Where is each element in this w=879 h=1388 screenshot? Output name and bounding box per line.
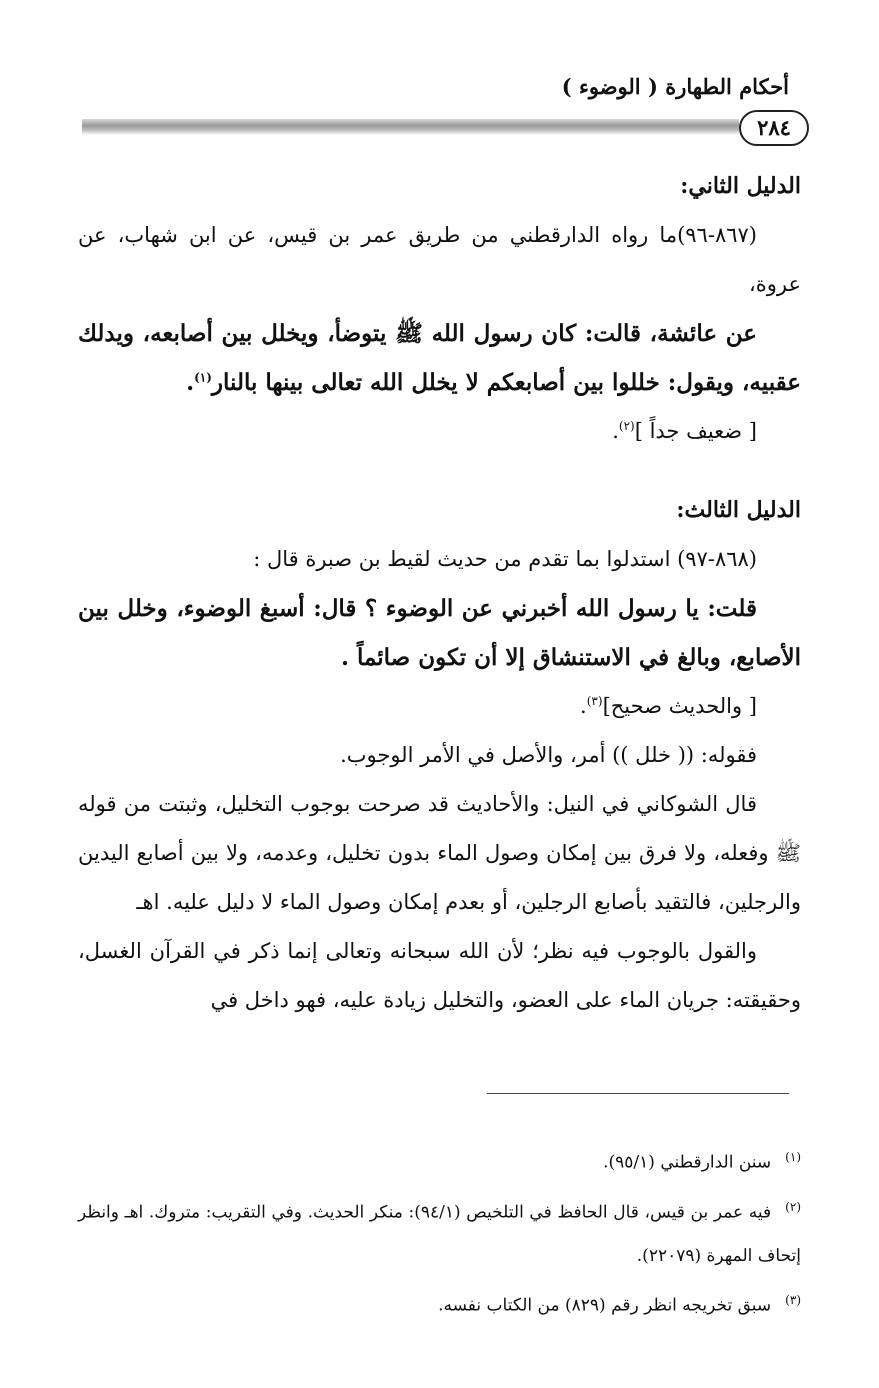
paragraph (78, 682, 801, 731)
trailing-punctuation: . (580, 694, 587, 718)
main-text (78, 162, 801, 1025)
trailing-punctuation: . (612, 419, 619, 443)
paragraph-text: [ ضعيف جداً ] (634, 419, 757, 443)
paragraph (78, 927, 801, 1025)
paragraph-text: (٨٦٧-٩٦)ما رواه الدارقطني من طريق عمر بن قيس، عن ابن شهاب، عن عروة، (78, 223, 801, 296)
footnote-number: (١) (785, 1150, 801, 1164)
header-rule (82, 119, 739, 135)
footnote-number: (٣) (785, 1293, 801, 1308)
paragraph-text: الدليل الثالث: (676, 497, 801, 523)
trailing-punctuation: . (186, 369, 195, 396)
footnote (78, 1185, 801, 1279)
section-heading (78, 486, 801, 535)
paragraph-text: قال الشوكاني في النيل: والأحاديث قد صرحت بوجوب التخليل، وثبتت من قوله ﷺ وفعله، ولا فرق بين إمكان وصول الماء بدون تخليل، وعدمه، ولا بين أصابع اليدين والرجلين، فالتقيد بأصابع الرجلين، أو بعدم إمكان وصول الماء لا دليل عليه. اهـ (78, 792, 801, 914)
paragraph (78, 780, 801, 927)
page-number: ٢٨٤ (739, 110, 809, 146)
hadith-text (78, 584, 801, 682)
footnote-number: (٢) (785, 1199, 801, 1214)
paragraph (78, 535, 801, 584)
footnote-marker[interactable]: (٢) (618, 419, 635, 433)
paragraph-text: قلت: يا رسول الله أخبرني عن الوضوء ؟ قال: أسبغ الوضوء، وخلل بين الأصابع، وبالغ في الاستنشاق إلا أن تكون صائماً . (78, 595, 801, 671)
footnote-marker[interactable]: (٣) (586, 694, 603, 708)
paragraph (78, 407, 801, 456)
paragraph-text: [ والحديث صحيح] (602, 694, 757, 718)
section-heading (78, 162, 801, 211)
paragraph-text: (٨٦٨-٩٧) استدلوا بما تقدم من حديث لقيط بن صبرة قال : (253, 547, 757, 571)
hadith-text (78, 309, 801, 407)
paragraph (78, 211, 801, 309)
footnote-marker[interactable]: (١) (194, 370, 212, 385)
paragraph-text: فقوله: (( خلل )) أمر، والأصل في الأمر الوجوب. (340, 743, 757, 767)
section-gap (78, 456, 801, 486)
running-head: أحكام الطهارة ( الوضوء ) (561, 74, 789, 99)
paragraph-text: والقول بالوجوب فيه نظر؛ لأن الله سبحانه وتعالى إنما ذكر في القرآن الغسل، وحقيقته: جريان الماء على العضو، والتخليل زيادة عليه، فهو داخل في (78, 939, 801, 1012)
paragraph-text: عن عائشة، قالت: كان رسول الله ﷺ يتوضأ، ويخلل بين أصابعه، ويدلك عقبيه، ويقول: خللوا بين أصابعكم لا يخلل الله تعالى بينها بالنار (78, 320, 801, 396)
footnote (78, 1278, 801, 1328)
footnote-rule (487, 1093, 789, 1094)
paragraph (78, 731, 801, 780)
paragraph-text: الدليل الثاني: (680, 173, 801, 199)
footnote-text: سنن الدارقطني (٩٥/١). (603, 1152, 772, 1173)
footnote-text: سبق تخريجه انظر رقم (٨٢٩) من الكتاب نفسه. (438, 1295, 772, 1316)
footnote (78, 1135, 801, 1185)
footnotes (78, 1135, 801, 1328)
footnote-text: فيه عمر بن قيس، قال الحافظ في التلخيص (٩٤/١): منكر الحديث. وفي التقريب: متروك. اهـ وانظر إتحاف المهرة (٢٢٠٧٩). (78, 1202, 801, 1267)
